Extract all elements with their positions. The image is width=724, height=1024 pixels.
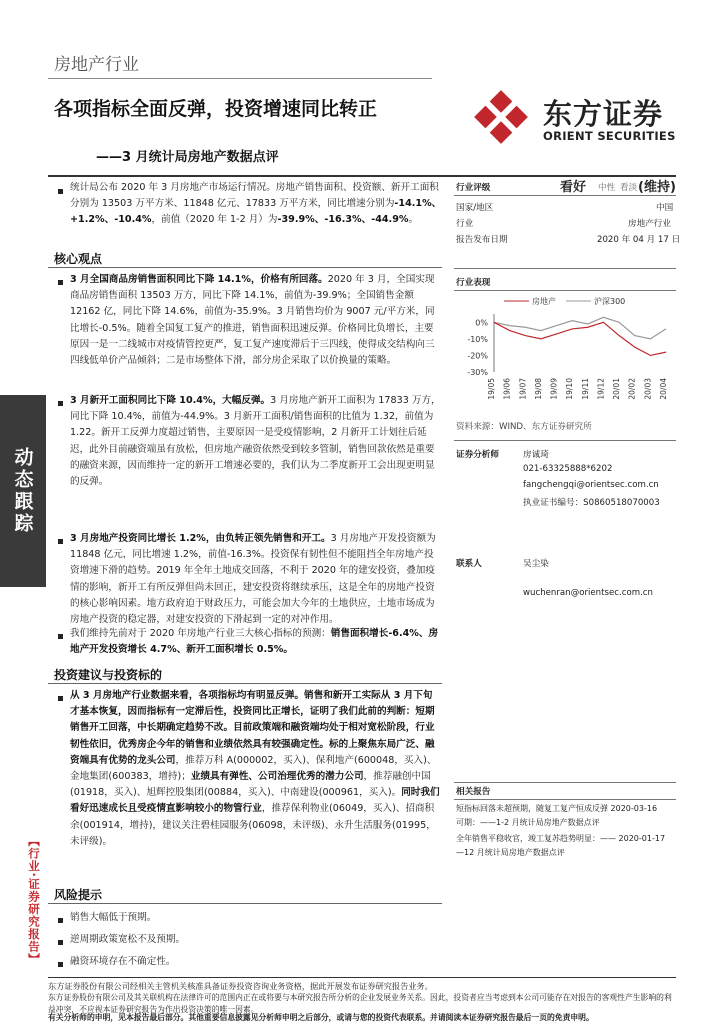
y-tick-label: -10% — [467, 334, 488, 344]
x-tick-label: 19/08 — [533, 378, 543, 400]
divider — [454, 268, 676, 269]
footer-disclaimer-3: 有关分析师的申明，见本报告最后部分。其他重要信息披露见分析师申明之后部分，或请与您的投资代表联系。并请阅读本证券研究报告最后一页的免责申明。 — [48, 1013, 594, 1022]
country-value: 中国 — [656, 203, 674, 213]
x-tick-label: 19/10 — [565, 378, 575, 400]
invest-paragraph: 从 3 月房地产行业数据来看，各项指标均有明显反弹。销售和新开工实际从 3 月下旬才基本恢复，因而指标有一定滞后性，投资同比正增长，证明了我们此前的判断：短期销售开工回落，中长期确定趋势不改。目前政策端和融资端均处于相对宽松阶段，行业韧性依旧，优秀房企今年的销售和业绩依然具有较强确定性。标的上聚焦东局广泛、融资端具有优势的龙头公司，推荐万科 A(000002，买入)、保利地产(600048，买入)、金地集团(600383，增持)；业绩具有弹性、公司治理优秀的潜力公司，推荐融创中国(01918，买入)、旭辉控股集团(00884，买入)、中南建设(000961，买入)。同时我们看好迅速成长且受疫情直影响较小的物管行业，推荐保利物业(06049，买入)、招商积余(001914，增持)，建议关注碧桂园服务(06098，未评级)、永升生活服务(01995，未评级)。 — [70, 690, 440, 847]
x-tick-label: 19/05 — [487, 378, 496, 400]
x-tick-label: 20/02 — [627, 378, 637, 400]
x-tick-label: 19/12 — [596, 378, 606, 400]
rating-value: 看好 — [560, 180, 587, 195]
bullet — [58, 696, 63, 701]
divider — [454, 290, 676, 291]
bullet — [58, 189, 63, 194]
divider — [454, 799, 676, 800]
logo-en-text: ORIENT SECURITIES — [543, 129, 676, 143]
divider — [48, 903, 442, 904]
risk-item: 融资环境存在不确定性。 — [70, 956, 176, 967]
analyst-label: 证券分析师 — [456, 450, 499, 460]
bullet — [58, 634, 63, 639]
chart-source: 资料来源：WIND、东方证券研究所 — [456, 422, 592, 432]
risk-item: 销售大幅低于预期。 — [70, 912, 157, 923]
analyst-name: 房诚琦 — [523, 450, 549, 460]
analyst-email: fangchengqi@orientsec.com.cn — [523, 480, 659, 490]
bullet — [58, 940, 63, 945]
x-tick-label: 19/07 — [518, 378, 528, 400]
sidebar-label: 动态跟踪 — [0, 395, 46, 587]
y-tick-label: 0% — [475, 318, 488, 328]
y-tick-label: -30% — [467, 368, 488, 377]
bullet — [58, 280, 63, 285]
analyst-phone: 021-63325888*6202 — [523, 464, 613, 474]
chart-title: 行业表现 — [456, 278, 491, 288]
divider — [48, 683, 442, 684]
footer-disclaimer-1: 东方证券股份有限公司经相关主管机关核准具备证券投资咨询业务资格，据此开展发布证券研究报告业务。 — [48, 981, 433, 991]
x-tick-label: 19/09 — [549, 378, 559, 400]
bullet — [58, 962, 63, 967]
x-tick-label: 19/11 — [580, 378, 590, 400]
report-subtitle: ——3 月统计局房地产数据点评 — [96, 150, 279, 165]
footer-rule — [48, 977, 676, 978]
core-point-forecast: 我们维持先前对于 2020 年房地产行业三大核心指标的预测：销售面积增长-6.4%、房地产开发投资增长 4.7%、新开工面积增长 0.5%。 — [70, 628, 439, 656]
divider — [454, 782, 676, 783]
divider — [454, 195, 676, 196]
industry-value: 房地产行业 — [628, 219, 671, 229]
core-point-investment: 3 月房地产投资同比增长 1.2%，由负转正领先销售和开工。3 月房地产开发投资额为 11848 亿元，同比增速 1.2%，前值-16.3%。投资保有韧性但不能阻挡全年房地产投资增速下滑的趋势。2019 年全年土地成交回落，不利于 2020 年的建安投资，叠加疫情的影响，新开工有所反弹但尚未回正，建安投资将继续承压，这是全年的房地产投资的核心影响因素。地方政府迫于财政压力，可能会加大今年的土地供应，土地市场成为房地产投资的稳定器，对建安投资的下滑起到一定的对冲作用。 — [70, 533, 436, 626]
x-tick-label: 20/04 — [659, 378, 668, 400]
related-heading: 相关报告 — [456, 787, 491, 797]
divider — [48, 267, 442, 268]
bullet — [58, 918, 63, 923]
risk-item: 逆周期政策宽松不及预期。 — [70, 934, 186, 945]
orient-logo-icon — [474, 90, 528, 144]
rating-label: 行业评级 — [456, 183, 491, 193]
report-title: 各项指标全面反弹，投资增速同比转正 — [54, 98, 378, 120]
bullet — [58, 401, 63, 406]
x-tick-label: 19/06 — [502, 378, 512, 400]
invest-heading: 投资建议与投资标的 — [54, 668, 163, 682]
summary-paragraph: 统计局公布 2020 年 3 月房地产市场运行情况。房地产销售面积、投资额、新开工面积分别为 13503 万平方米、11848 亿元、17833 万平方米，同比增速分别为-14.1%、+1.2%、-10.4%，前值（2020 年 1-2 月）为-39.9%、-16.3%、-44.9%。 — [70, 182, 442, 226]
contact-email: wuchenran@orientsec.com.cn — [523, 588, 653, 598]
related-item[interactable]: 短指标回落未超预期，随复工复产恒成反弹 2020-03-16 — [456, 804, 658, 813]
country-label: 国家/地区 — [456, 203, 494, 213]
analyst-cert: 执业证书编号：S0860518070003 — [523, 498, 660, 508]
rating-status: (维持) — [638, 180, 676, 195]
industry-performance-chart — [454, 292, 676, 412]
legend-label-real-estate: 房地产 — [532, 297, 556, 306]
logo-cn-text: 东方证券 — [543, 97, 664, 131]
rating-neutral: 中性 — [598, 183, 616, 193]
legend-label-hs300: 沪深300 — [594, 297, 626, 306]
rating-negative: 看淡 — [620, 183, 638, 193]
footer-disclaimer-2: 东方证券股份有限公司及其关联机构在法律许可的范围内正在或将要与本研究报告所分析的企业发展业务关系。因此，投资者应当考虑到本公司可能存在对报告的客观性产生影响的利益冲突，不应视本证券研究报告为作出投资决策的唯一因素。 — [48, 993, 672, 1014]
sidebar-report-type: 【行业·证券研究报告】 — [27, 834, 41, 966]
related-item[interactable]: —12 月统计局房地产数据点评 — [456, 848, 565, 857]
header-divider — [48, 78, 432, 79]
industry-label: 行业 — [456, 219, 474, 229]
x-tick-label: 20/01 — [612, 378, 622, 400]
core-heading: 核心观点 — [54, 252, 103, 266]
contact-label: 联系人 — [456, 559, 482, 569]
related-item[interactable]: 全年销售平稳收官，竣工复苏趋势明显：—— 2020-01-17 — [456, 834, 666, 843]
core-point-sales: 3 月全国商品房销售面积同比下降 14.1%，价格有所回落。2020 年 3 月，全国实现商品房销售面积 13503 万方，同比下降 14.1%，前值为-39.9%；全国销售金额 12162 亿，同比下降 14.6%，前值为-35.9%。3 月销售均价为 9007 元/平方米，同比增长-0.5%。随着全国复工复产的推进，销售面积迅速反弹。价格同比负增长，主要原因一是一二线城市对疫情管控更严，复工复产速度滞后于三四线，使得成交结构向三四线低单价产品倾斜；二是市场整体下滑，部分房企采取了以价换量的策略。 — [70, 274, 435, 367]
report-category: 房地产行业 — [54, 55, 139, 75]
x-tick-label: 20/03 — [643, 378, 653, 400]
divider — [454, 440, 676, 441]
y-tick-label: -20% — [467, 351, 488, 361]
bullet — [58, 539, 63, 544]
date-label: 报告发布日期 — [456, 235, 508, 245]
core-point-newstart: 3 月新开工面积同比下降 10.4%，大幅反弹。3 月房地产新开工面积为 17833 万方，同比下降 10.4%，前值为-44.9%。3 月新开工面积/销售面积的比值为 1.32，前值为 1.22。新开工反弹力度超过销售，主要原因一是受疫情影响，2 月新开工计划往后延迟，此外目前融资端虽有放松，但房地产融资依然受到较多管制，销售回款依然是重要的融资来源，因而维持一定的新开工增速必要的，我们认为二季度新开工会出现更明显的反弹。 — [70, 395, 441, 488]
date-value: 2020 年 04 月 17 日 — [597, 235, 681, 245]
contact-name: 吴尘染 — [523, 559, 549, 569]
related-item[interactable]: 可期：——1-2 月统计局房地产数据点评 — [456, 818, 600, 827]
risk-heading: 风险提示 — [54, 888, 103, 902]
